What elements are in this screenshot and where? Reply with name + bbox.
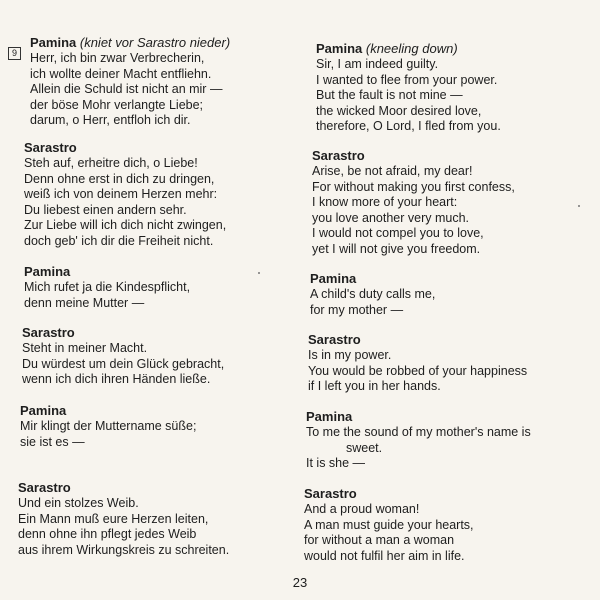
dialogue-line: denn ohne ihn pflegt jedes Weib [18, 527, 197, 541]
dialogue-line: Und ein stolzes Weib. [18, 496, 139, 510]
speaker-name: Sarastro [312, 148, 365, 163]
dialogue-line: the wicked Moor desired love, [316, 103, 482, 118]
dialogue-line: denn meine Mutter — [24, 295, 145, 310]
dialogue-line: Steh auf, erheitre dich, o Liebe! [24, 156, 198, 170]
dialogue-line: you love another very much. [312, 210, 470, 225]
dialogue-line: if I left you in her hands. [308, 379, 441, 393]
speaker-name: Sarastro [304, 486, 357, 501]
dialogue-line: Mir klingt der Muttername süße; [20, 419, 197, 433]
dialogue-block [20, 403, 290, 450]
dialogue-line: for without a man a woman [304, 533, 455, 547]
dialogue-lines [310, 287, 580, 318]
dialogue-lines [30, 51, 300, 129]
speaker-name: Pamina [306, 409, 353, 424]
dialogue-line: A child's duty calls me, [310, 287, 436, 301]
dialogue-lines [312, 164, 582, 257]
dialogue-line: You would be robbed of your happiness [308, 363, 528, 378]
dialogue-lines [308, 348, 578, 395]
dialogue-line: sweet. [346, 440, 383, 455]
dialogue-line: weiß ich von deinem Herzen mehr: [24, 187, 218, 201]
dialogue-lines [24, 156, 294, 249]
dialogue-line: I would not compel you to love, [312, 226, 484, 240]
dialogue-line: wenn ich dich ihren Händen ließe. [22, 372, 211, 386]
dialogue-line: sie ist es — [20, 434, 85, 449]
paper-speck [258, 272, 260, 274]
dialogue-line: Sir, I am indeed guilty. [316, 57, 439, 71]
dialogue-line: darum, o Herr, entfloh ich dir. [30, 113, 191, 127]
dialogue-line: aus ihrem Wirkungskreis zu schreiten. [18, 542, 230, 557]
track-number-box: 9 [8, 47, 21, 60]
dialogue-lines [306, 425, 576, 472]
dialogue-line: Du liebest einen andern sehr. [24, 202, 187, 217]
dialogue-line: Is in my power. [308, 348, 392, 362]
stage-direction: (kneeling down) [365, 41, 458, 56]
dialogue-line: It is she — [306, 456, 366, 470]
dialogue-block [24, 140, 294, 249]
speaker-name: Pamina [20, 403, 67, 418]
speaker-name: Sarastro [18, 480, 71, 495]
dialogue-line: A man must guide your hearts, [304, 517, 474, 532]
dialogue-line: for my mother — [310, 302, 404, 317]
dialogue-line: Denn ohne erst in dich zu dringen, [24, 171, 215, 186]
dialogue-line: would not fulfil her aim in life. [304, 548, 465, 563]
dialogue-block [308, 332, 578, 395]
dialogue-lines [304, 502, 574, 564]
speaker-name: Pamina (kniet vor Sarastro nieder) [30, 35, 231, 50]
speaker-name: Sarastro [24, 140, 77, 155]
dialogue-line: To me the sound of my mother's name is [306, 425, 531, 439]
dialogue-line: doch geb' ich dir die Freiheit nicht. [24, 233, 214, 248]
page-number: 23 [292, 575, 308, 590]
dialogue-block [316, 41, 586, 135]
dialogue-block [312, 148, 582, 257]
dialogue-line: Zur Liebe will ich dich nicht zwingen, [24, 218, 227, 232]
dialogue-block [30, 35, 300, 129]
dialogue-line: der böse Mohr verlangte Liebe; [30, 97, 204, 112]
dialogue-lines [24, 280, 294, 311]
dialogue-block [24, 264, 294, 311]
dialogue-line: For without making you first confess, [312, 179, 515, 194]
dialogue-line: I know more of your heart: [312, 195, 458, 209]
speaker-name: Sarastro [22, 325, 75, 340]
dialogue-block [310, 271, 580, 318]
dialogue-block [18, 480, 288, 558]
dialogue-line: I wanted to flee from your power. [316, 72, 498, 87]
speaker-name: Pamina [24, 264, 71, 279]
dialogue-line: therefore, O Lord, I fled from you. [316, 119, 501, 133]
dialogue-line: But the fault is not mine — [316, 88, 463, 102]
dialogue-line: And a proud woman! [304, 502, 420, 516]
speaker-name: Pamina (kneeling down) [316, 41, 458, 56]
dialogue-block [304, 486, 574, 564]
paper-speck [578, 205, 580, 207]
dialogue-lines [18, 496, 288, 558]
speaker-name: Sarastro [308, 332, 361, 347]
dialogue-line: Du würdest um dein Glück gebracht, [22, 356, 225, 371]
speaker-name: Pamina [310, 271, 357, 286]
dialogue-lines [20, 419, 290, 450]
stage-direction: (kniet vor Sarastro nieder) [79, 35, 231, 50]
dialogue-line: Arise, be not afraid, my dear! [312, 164, 473, 178]
dialogue-lines [316, 57, 586, 135]
dialogue-line: yet I will not give you freedom. [312, 241, 481, 256]
dialogue-lines [22, 341, 292, 388]
dialogue-line: Mich rufet ja die Kindespflicht, [24, 280, 191, 294]
dialogue-line: Herr, ich bin zwar Verbrecherin, [30, 51, 205, 65]
dialogue-line: Steht in meiner Macht. [22, 341, 148, 355]
dialogue-line: Ein Mann muß eure Herzen leiten, [18, 511, 209, 526]
dialogue-block [22, 325, 292, 388]
dialogue-line: Allein die Schuld ist nicht an mir — [30, 82, 223, 96]
dialogue-line: ich wollte deiner Macht entfliehn. [30, 66, 212, 81]
dialogue-block [306, 409, 576, 472]
